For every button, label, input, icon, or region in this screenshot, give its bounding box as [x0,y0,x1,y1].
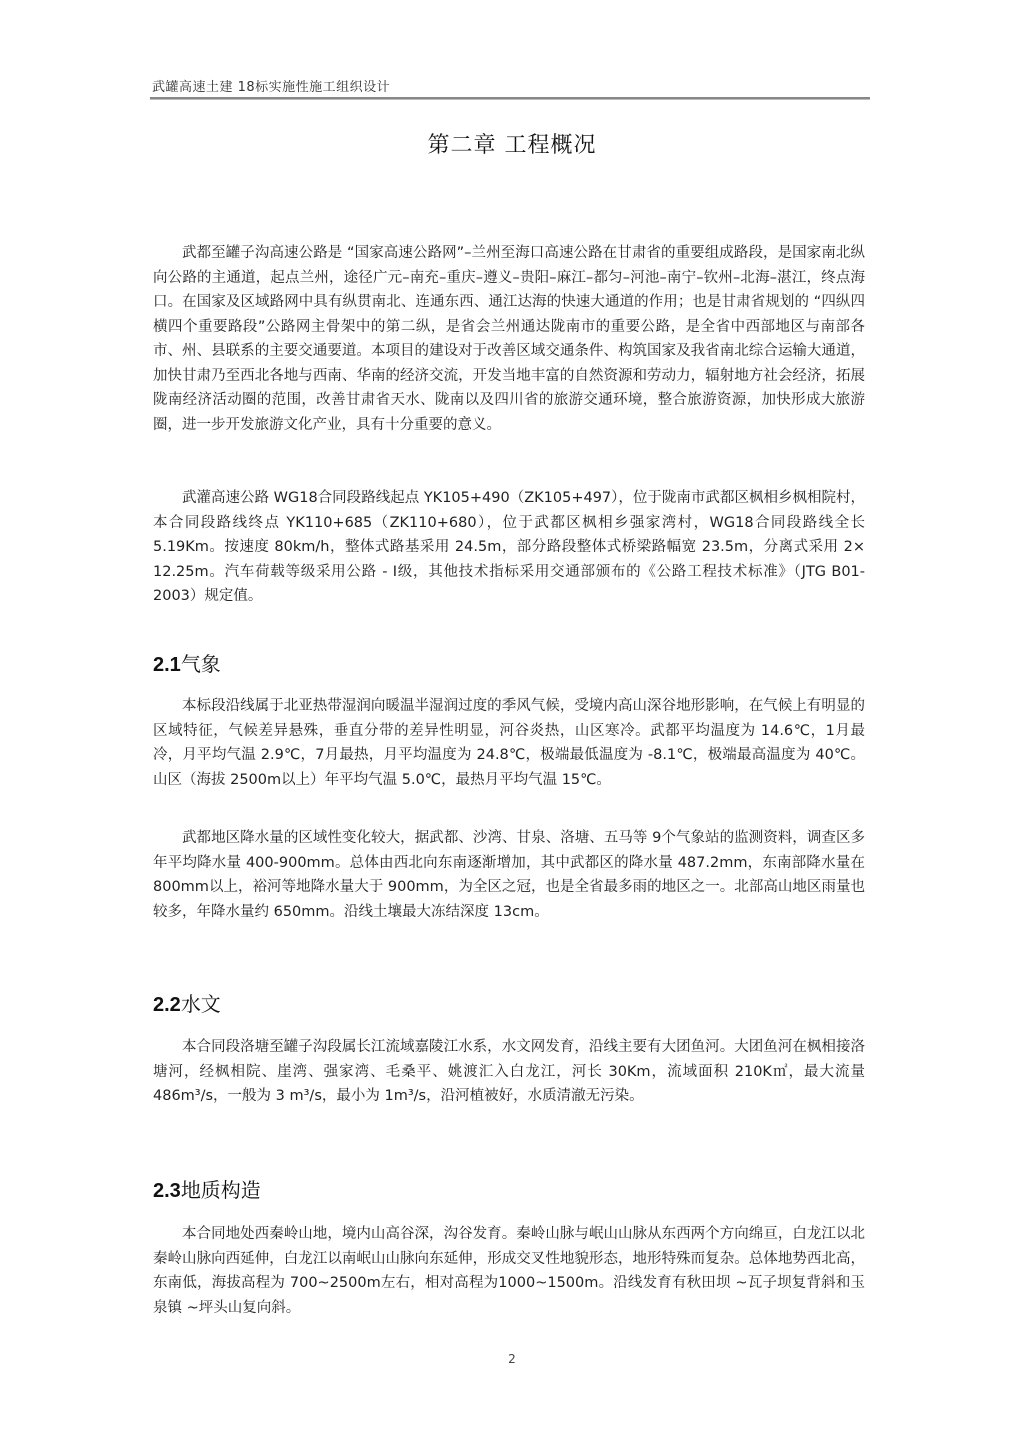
intro-section [153,241,865,437]
intro-paragraph-2: 武灌高速公路 WG18合同段路线起点 YK105+490（ZK105+497），位于陇南市武都区枫相乡枫相院村，本合同段路线终点 YK110+685（ZK110+680），位于武都区枫相乡强家湾村，WG18合同段路线全长 5.19Km。按速度 80km/h，整体式路基采用 24.5m，部分路段整体式桥梁路幅宽 23.5m，分离式采用 2× 12.25m。汽车荷载等级采用公路 - Ⅰ级，其他技术指标采用交通部颁布的《公路工程技术标准》（JTG B01-2003）规定值。 [153,490,865,604]
section-title: 水文 [180,992,221,1016]
section-heading-2-3 [153,1174,261,1203]
section-2-1-body [153,694,865,792]
section-number: 2.3 [153,1180,181,1202]
section-number: 2.2 [153,994,181,1016]
section-paragraph: 武都地区降水量的区域性变化较大，据武都、沙湾、甘泉、洛塘、五马等 9个气象站的监测资料，调查区多年平均降水量 400-900mm。总体由西北向东南逐渐增加，其中武都区的降水量 487.2mm，东南部降水量在 800mm以上，裕河等地降水量大于 900mm，为全区之冠，也是全省最多雨的地区之一。北部高山地区雨量也较多，年降水量约 650mm。沿线土壤最大冻结深度 13cm。 [153,830,865,920]
running-header: 武罐高速土建 18标实施性施工组织设计 [152,80,391,95]
section-2-2-body [153,1035,865,1109]
page-number: 2 [508,1352,516,1366]
section-paragraph: 本合同地处西秦岭山地，境内山高谷深，沟谷发育。秦岭山脉与岷山山脉从东西两个方向绵亘，白龙江以北秦岭山脉向西延伸，白龙江以南岷山山脉向东延伸，形成交叉性地貌形态，地形特殊而复杂。总体地势西北高，东南低，海拔高程为 700~2500m左右，相对高程为1000~1500m。沿线发育有秋田坝 ~瓦子坝复背斜和玉泉镇 ~坪头山复向斜。 [153,1226,865,1316]
section-heading-2-1 [153,648,221,677]
intro-paragraph-1: 武都至罐子沟高速公路是 “国家高速公路网”–兰州至海口高速公路在甘肃省的重要组成路段，是国家南北纵向公路的主通道，起点兰州，途径广元–南充–重庆–遵义–贵阳–麻江–都匀–河池–南宁–钦州–北海–湛江，终点海口。在国家及区域路网中具有纵贯南北、连通东西、通江达海的快速大通道的作用；也是甘肃省规划的 “四纵四横四个重要路段”公路网主骨架中的第二纵，是省会兰州通达陇南市的重要公路，是全省中西部地区与南部各市、州、县联系的主要交通要道。本项目的建设对于改善区域交通条件、构筑国家及我省南北综合运输大通道，加快甘肃乃至西北各地与西南、华南的经济交流，开发当地丰富的自然资源和劳动力，辐射地方社会经济，拓展陇南经济活动圈的范围，改善甘肃省天水、陇南以及四川省的旅游交通环境，整合旅游资源，加快形成大旅游圈，进一步开发旅游文化产业，具有十分重要的意义。 [153,245,865,433]
section-paragraph: 本标段沿线属于北亚热带湿润向暖温半湿润过度的季风气候，受境内高山深谷地形影响，在气候上有明显的区域特征，气候差异悬殊，垂直分带的差异性明显，河谷炎热，山区寒冷。武都平均温度为 14.6℃，1月最冷，月平均气温 2.9℃，7月最热，月平均温度为 24.8℃，极端最低温度为 -8.1℃，极端最高温度为 40℃。山区（海拔 2500m以上）年平均气温 5.0℃，最热月平均气温 15℃。 [153,698,865,788]
section-heading-2-2 [153,988,221,1017]
header-divider [150,97,870,100]
chapter-title: 第二章 工程概况 [427,133,597,158]
section-title: 地质构造 [180,1178,261,1202]
section-2-1-body-2 [153,826,865,924]
section-2-3-body [153,1222,865,1320]
intro-section-2 [153,486,865,609]
section-title: 气象 [180,652,221,676]
section-paragraph: 本合同段洛塘至罐子沟段属长江流域嘉陵江水系，水文网发育，沿线主要有大团鱼河。大团鱼河在枫相接洛塘河，经枫相院、崖湾、强家湾、毛桑平、姚渡汇入白龙江，河长 30Km，流域面积 210K㎡，最大流量 486m³/s，一般为 3 m³/s，最小为 1m³/s，沿河植被好，水质清澈无污染。 [153,1039,865,1104]
section-number: 2.1 [153,654,181,676]
